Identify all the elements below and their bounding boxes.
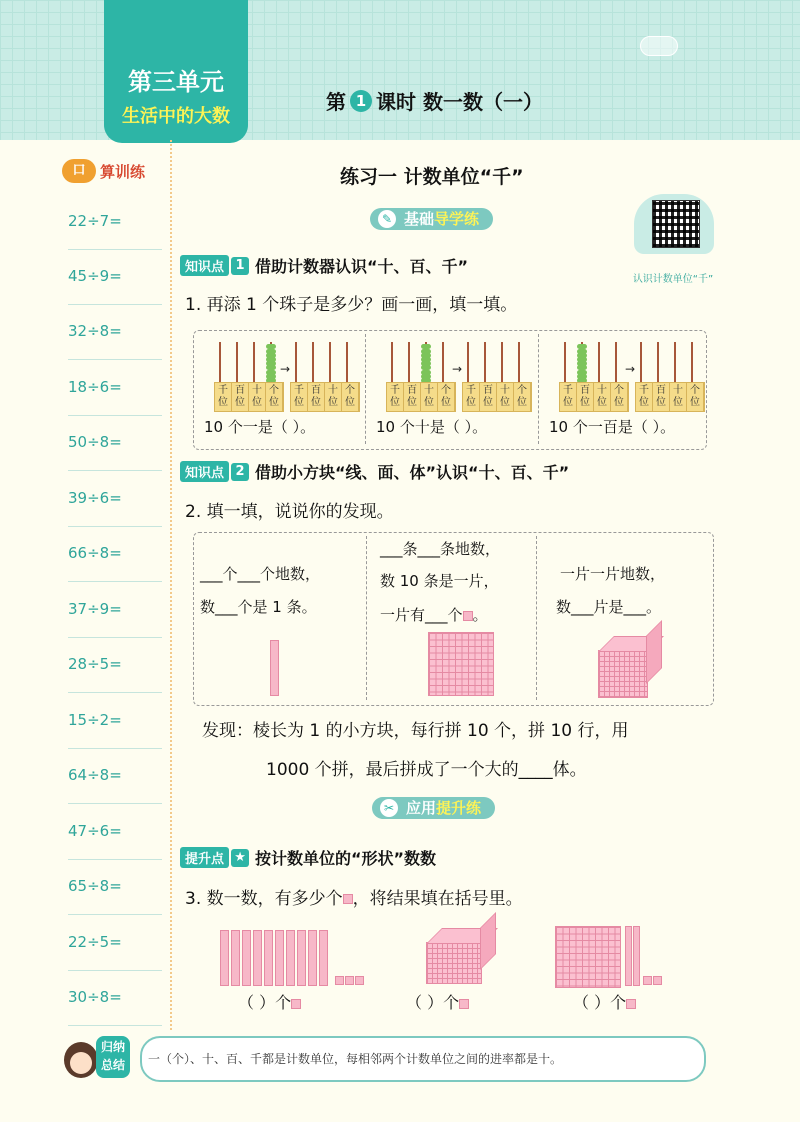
summary-box	[140, 1036, 706, 1082]
place-label: 百 位	[404, 383, 421, 411]
place-label: 千 位	[387, 383, 404, 411]
calc-item: 65÷8=	[68, 859, 162, 915]
abacus-bead	[577, 370, 587, 375]
calc-item: 30÷8=	[68, 970, 162, 1026]
abacus-bead	[421, 344, 431, 349]
rod-block	[270, 640, 279, 696]
q3-rod	[264, 930, 273, 986]
abacus-rod	[640, 342, 642, 384]
q2-col2-line: 一片有___个 。	[380, 606, 488, 624]
oral-badge-text: 算训练	[100, 162, 146, 181]
place-label: 百 位	[577, 383, 594, 411]
q3-answer	[573, 990, 636, 1013]
abacus-rod	[564, 342, 566, 384]
calc-item: 45÷9=	[68, 249, 162, 305]
unit-cube-icon	[626, 999, 636, 1009]
kp-tag: 知识点	[180, 461, 229, 482]
q3-rod	[242, 930, 251, 986]
place-label: 千 位	[636, 383, 653, 411]
abacus-rod	[253, 342, 255, 384]
knowledge-point-1	[180, 254, 468, 277]
place-label: 个 位	[687, 383, 704, 411]
avatar-face	[70, 1052, 92, 1074]
q2-col3-line: 数___片是___。	[556, 598, 662, 616]
calc-item: 22÷7=	[68, 194, 162, 250]
q3-rod	[253, 930, 262, 986]
summary-tag-line: 总结	[100, 1058, 125, 1072]
q3-answer-text: （ ）个	[238, 993, 292, 1012]
abacus-rod	[657, 342, 659, 384]
q2-col1-line: ___个___个地数，	[200, 565, 321, 583]
q2-col2-line: ___条___条地数，	[380, 540, 501, 558]
unit-cube-icon	[343, 894, 353, 904]
calc-item: 22÷5=	[68, 915, 162, 971]
kp-tag: 提升点	[180, 847, 229, 868]
abacus-rod	[312, 342, 314, 384]
cloud-icon	[640, 36, 678, 56]
unit-cube-icon	[459, 999, 469, 1009]
abacus-base	[462, 382, 532, 412]
summary-tag-line: 归纳	[100, 1040, 125, 1054]
place-label: 百 位	[308, 383, 325, 411]
cube-front-face	[598, 650, 648, 698]
student-avatar	[64, 1042, 98, 1078]
abacus-rod	[674, 342, 676, 384]
calc-item: 37÷9=	[68, 582, 162, 638]
q3-rod	[319, 930, 328, 986]
improvement-point	[180, 846, 436, 869]
abacus-bead	[266, 370, 276, 375]
apply-section-highlight: 提升练	[436, 799, 482, 817]
place-label: 百 位	[480, 383, 497, 411]
q3-answer	[238, 990, 301, 1013]
qr-code-icon[interactable]	[652, 200, 700, 248]
q3-unit-cube	[643, 976, 652, 985]
panel-divider	[366, 536, 367, 700]
abacus-rod	[329, 342, 331, 384]
q3-rod	[297, 930, 306, 986]
abacus-rod	[518, 342, 520, 384]
oral-icon: 口	[62, 159, 96, 183]
basic-section-badge	[370, 208, 493, 230]
place-label: 十 位	[670, 383, 687, 411]
q3-answer-text: （ ）个	[406, 993, 460, 1012]
place-label: 个 位	[514, 383, 531, 411]
abacus-bead	[577, 344, 587, 349]
calc-item: 15÷2=	[68, 693, 162, 749]
abacus-base	[386, 382, 456, 412]
kp-text: 按计数单位的“形状”数数	[255, 849, 437, 868]
unit-subtitle: 生活中的大数	[122, 106, 230, 127]
abacus-bead	[577, 365, 587, 370]
place-label: 千 位	[560, 383, 577, 411]
finding-line-1: 发现：棱长为 1 的小方块，每行拼 10 个，拼 10 行，用	[202, 721, 629, 741]
q2-col2-line: 数 10 条是一片，	[380, 572, 499, 590]
panel-caption: 10 个一百是（ ）。	[549, 418, 676, 436]
qr-cloud	[634, 194, 714, 254]
star-icon: ★	[231, 849, 249, 867]
cube-front-face	[426, 942, 482, 984]
q2-col1-line: 数___个是 1 条。	[200, 598, 317, 616]
abacus-rod	[598, 342, 600, 384]
place-label: 个 位	[611, 383, 628, 411]
kp-number: 2	[231, 463, 249, 481]
basic-section-prefix: 基础	[404, 210, 435, 228]
q3-unit-cube	[653, 976, 662, 985]
q3-rod	[308, 930, 317, 986]
q3-unit-cube	[345, 976, 354, 985]
abacus-base	[635, 382, 705, 412]
lesson-number: 1	[350, 90, 372, 112]
unit-cube-icon	[463, 611, 473, 621]
place-label: 个 位	[342, 383, 359, 411]
panel-divider	[536, 536, 537, 700]
arrow-icon: →	[280, 362, 291, 376]
abacus-bead	[266, 344, 276, 349]
panel-divider	[538, 334, 539, 444]
exercise-title: 练习一 计数单位“千”	[340, 166, 524, 188]
abacus-base	[214, 382, 284, 412]
calc-item: 39÷6=	[68, 471, 162, 527]
place-label: 十 位	[249, 383, 266, 411]
q3-text-after: ，将结果填在括号里。	[352, 889, 523, 909]
apply-section-prefix: 应用	[406, 799, 437, 817]
measure-tape-icon: ✂	[380, 799, 398, 817]
q3-text: 3. 数一数，有多少个	[185, 889, 343, 909]
place-label: 十 位	[421, 383, 438, 411]
q3-rod	[275, 930, 284, 986]
place-label: 百 位	[653, 383, 670, 411]
calc-item: 18÷6=	[68, 360, 162, 416]
abacus-base	[290, 382, 360, 412]
abacus-rod	[391, 342, 393, 384]
summary-text: 一（个）、十、百、千都是计数单位，每相邻两个计数单位之间的进率都是十。	[148, 1052, 563, 1066]
panel-caption: 10 个十是（ ）。	[376, 418, 488, 436]
question-2: 2. 填一填，说说你的发现。	[185, 502, 394, 522]
place-label: 十 位	[594, 383, 611, 411]
arrow-icon: →	[625, 362, 636, 376]
abacus-bead	[577, 349, 587, 354]
place-label: 千 位	[215, 383, 232, 411]
q2-col2-text: 一片有___个	[380, 606, 463, 624]
abacus-bead	[421, 349, 431, 354]
q3-answer-text: （ ）个	[573, 993, 627, 1012]
lesson-title	[326, 86, 543, 115]
question-1: 1. 再添 1 个珠子是多少？画一画，填一填。	[185, 295, 518, 315]
lesson-suffix: 课时 数一数（一）	[376, 90, 543, 114]
kp-text: 借助小方块“线、面、体”认识“十、百、千”	[255, 463, 570, 482]
panel-divider	[365, 334, 366, 444]
abacus-base	[559, 382, 629, 412]
q3-rod	[220, 930, 229, 986]
calc-item: 66÷8=	[68, 526, 162, 582]
calc-item: 64÷8=	[68, 748, 162, 804]
abacus-bead	[266, 349, 276, 354]
flat-block	[428, 632, 494, 696]
q3-rod	[286, 930, 295, 986]
abacus-rod	[295, 342, 297, 384]
abacus-rod	[615, 342, 617, 384]
calc-item: 32÷8=	[68, 304, 162, 360]
abacus-bead	[421, 365, 431, 370]
question-3	[185, 884, 523, 909]
unit-cube-icon	[291, 999, 301, 1009]
place-label: 个 位	[266, 383, 283, 411]
calc-item: 47÷6=	[68, 804, 162, 860]
q3-answer	[406, 990, 469, 1013]
kp-tag: 知识点	[180, 255, 229, 276]
abacus-bead	[421, 370, 431, 375]
finding-line-2: 1000 个拼，最后拼成了一个大的____体。	[266, 760, 587, 780]
abacus-rod	[408, 342, 410, 384]
abacus-rod	[484, 342, 486, 384]
abacus-rod	[467, 342, 469, 384]
abacus-rod	[691, 342, 693, 384]
place-label: 千 位	[291, 383, 308, 411]
abacus-rod	[236, 342, 238, 384]
kp-number: 1	[231, 257, 249, 275]
cube-side-face	[480, 912, 496, 970]
place-label: 千 位	[463, 383, 480, 411]
unit-title: 第三单元	[128, 68, 224, 96]
q3-rod	[231, 930, 240, 986]
q3-rod	[625, 926, 632, 986]
q3-rod	[633, 926, 640, 986]
unit-box	[104, 0, 248, 143]
abacus-rod	[219, 342, 221, 384]
basic-section-highlight: 导学练	[434, 210, 480, 228]
place-label: 个 位	[438, 383, 455, 411]
oral-practice-badge	[62, 158, 145, 184]
abacus-rod	[346, 342, 348, 384]
abacus-bead	[266, 365, 276, 370]
lesson-prefix: 第	[326, 90, 346, 114]
calc-item: 50÷8=	[68, 415, 162, 471]
kp-text: 借助计数器认识“十、百、千”	[255, 257, 469, 276]
panel-caption: 10 个一是（ ）。	[204, 418, 316, 436]
oral-practice-column	[0, 140, 172, 1030]
abacus-rod	[442, 342, 444, 384]
q3-unit-cube	[335, 976, 344, 985]
knowledge-point-2	[180, 460, 569, 483]
qr-caption: 认识计数单位“千”	[632, 274, 714, 285]
summary-tag	[96, 1036, 130, 1078]
q3-unit-cube	[355, 976, 364, 985]
ruler-icon: ✎	[378, 210, 396, 228]
arrow-icon: →	[452, 362, 463, 376]
q2-col3-line: 一片一片地数，	[560, 565, 666, 583]
q3-flat-block	[555, 926, 621, 988]
place-label: 百 位	[232, 383, 249, 411]
place-label: 十 位	[325, 383, 342, 411]
calc-item: 28÷5=	[68, 637, 162, 693]
apply-section-badge	[372, 797, 495, 819]
place-label: 十 位	[497, 383, 514, 411]
abacus-rod	[501, 342, 503, 384]
